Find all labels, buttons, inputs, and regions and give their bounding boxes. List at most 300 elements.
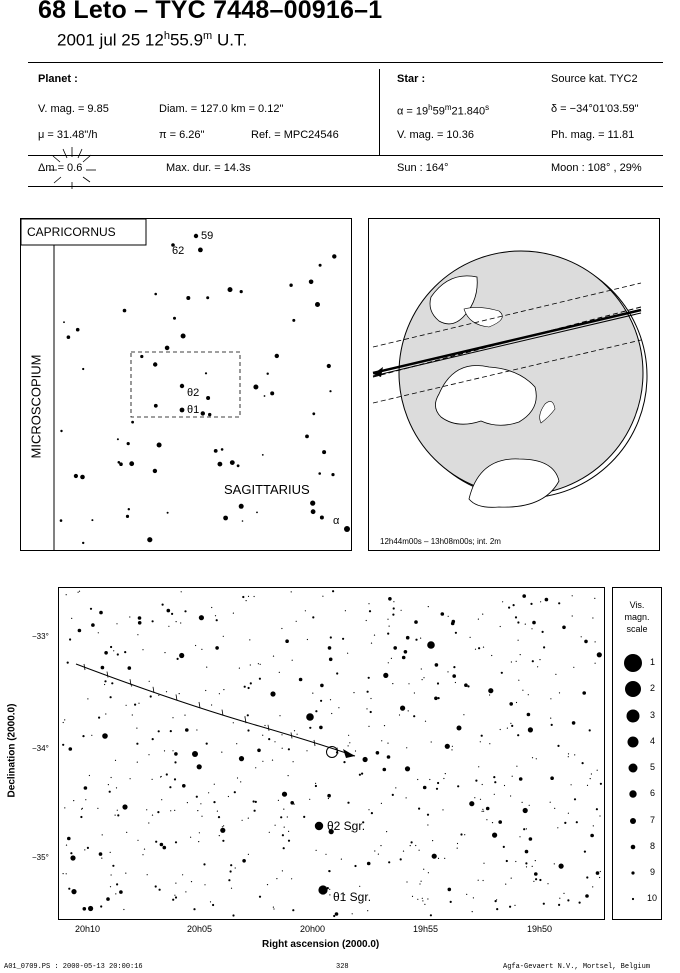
chart-star — [529, 837, 533, 841]
chart-star — [600, 783, 602, 785]
chart-star — [217, 811, 218, 812]
chart-star — [84, 849, 85, 850]
chart-star — [258, 663, 259, 664]
chart-star — [371, 643, 372, 644]
chart-star — [584, 640, 588, 644]
chart-star — [370, 711, 372, 713]
chart-star — [515, 616, 517, 618]
chart-star — [550, 802, 551, 803]
chart-star — [447, 671, 448, 672]
chart-star — [425, 721, 426, 722]
chart-star — [574, 754, 575, 755]
dec-tick-35: −35° — [32, 853, 49, 862]
chart-star — [464, 834, 465, 835]
chart-star — [519, 836, 520, 837]
chart-star — [422, 679, 423, 680]
chart-star — [115, 760, 116, 761]
chart-star — [389, 626, 390, 627]
globe-canvas — [369, 219, 659, 550]
chart-star — [368, 677, 370, 679]
chart-star — [564, 822, 566, 824]
chart-star — [551, 724, 553, 726]
finder-star — [126, 515, 129, 518]
chart-star — [489, 743, 490, 744]
chart-star — [242, 859, 246, 863]
chart-star — [242, 820, 243, 821]
chart-star — [589, 729, 591, 731]
chart-star — [172, 717, 173, 718]
chart-star — [543, 903, 545, 905]
chart-star — [210, 901, 211, 902]
star-source: Source kat. TYC2 — [551, 73, 638, 85]
chart-star — [71, 618, 72, 619]
chart-star — [110, 886, 111, 887]
scale-value-4: 4 — [650, 736, 656, 746]
finder-star — [154, 404, 158, 408]
chart-star — [161, 799, 162, 800]
chart-star — [182, 784, 186, 788]
chart-star — [320, 700, 322, 702]
chart-star — [513, 604, 515, 606]
chart-star — [148, 754, 149, 755]
scale-title-scale: scale — [626, 624, 648, 634]
chart-star — [579, 902, 581, 904]
chart-star — [376, 751, 380, 755]
chart-star — [232, 914, 234, 916]
track-time-tick — [268, 725, 269, 731]
chart-star — [162, 604, 164, 606]
finder-star — [131, 421, 134, 424]
finder-star — [322, 450, 326, 454]
chart-star — [393, 601, 394, 602]
chart-star — [159, 889, 161, 891]
chart-star — [378, 854, 379, 855]
chart-star — [421, 881, 422, 882]
chart-star — [387, 619, 388, 620]
chart-star — [527, 713, 531, 717]
chart-star — [172, 750, 173, 751]
chart-star — [417, 899, 418, 900]
chart-star — [523, 828, 525, 830]
chart-star — [478, 766, 479, 767]
chart-star — [590, 834, 594, 838]
chart-star — [406, 636, 410, 640]
chart-star — [535, 878, 537, 880]
chart-star — [336, 672, 338, 674]
chart-star — [568, 756, 569, 757]
finder-star — [214, 449, 218, 453]
chart-star — [422, 900, 423, 901]
chart-star — [335, 912, 339, 916]
chart-star — [262, 735, 263, 736]
finder-label-capricornus: CAPRICORNUS — [27, 225, 116, 239]
chart-star — [366, 620, 367, 621]
chart-star — [576, 821, 578, 823]
chart-bright-star — [102, 733, 108, 739]
header-rule-middle — [28, 155, 663, 156]
chart-star — [525, 624, 526, 625]
chart-star — [435, 663, 439, 667]
chart-star — [136, 743, 138, 745]
chart-star — [126, 705, 127, 706]
chart-star — [481, 735, 483, 737]
chart-star — [442, 809, 443, 810]
chart-star — [338, 707, 339, 708]
chart-star — [571, 784, 572, 785]
chart-star — [255, 767, 256, 768]
chart-star — [525, 850, 529, 854]
chart-star — [199, 615, 204, 620]
chart-star — [510, 795, 511, 796]
chart-star — [160, 843, 164, 847]
chart-star — [63, 873, 64, 874]
chart-star — [413, 715, 415, 717]
chart-star — [291, 591, 292, 592]
chart-star — [557, 827, 558, 828]
chart-star — [236, 743, 237, 744]
finder-star — [82, 542, 84, 544]
chart-star — [400, 858, 402, 860]
chart-star — [586, 876, 588, 878]
chart-star — [111, 777, 112, 778]
chart-star — [221, 752, 222, 753]
chart-star — [223, 825, 224, 826]
chart-star — [452, 674, 456, 678]
chart-star — [391, 658, 392, 659]
chart-star — [596, 808, 598, 810]
chart-star — [520, 654, 521, 655]
chart-star — [363, 757, 368, 762]
scale-value-5: 5 — [650, 762, 656, 772]
chart-star — [581, 636, 582, 637]
chart-star — [431, 741, 432, 742]
chart-star — [182, 874, 183, 875]
chart-star — [492, 833, 497, 838]
chart-star — [174, 895, 175, 896]
chart-star — [320, 684, 324, 688]
chart-star — [437, 782, 439, 784]
magnitude-scale — [612, 587, 662, 920]
track-time-tick — [107, 672, 108, 678]
track-time-tick — [84, 664, 85, 670]
star-chart-canvas — [59, 588, 604, 919]
chart-star — [423, 869, 424, 870]
chart-star — [478, 619, 479, 620]
chart-star — [489, 694, 490, 695]
finder-star — [262, 454, 264, 456]
chart-star — [597, 770, 598, 771]
chart-star — [469, 801, 474, 806]
chart-star — [219, 835, 220, 836]
chart-star — [512, 776, 513, 777]
chart-star — [550, 698, 551, 699]
page-title: 68 Leto – TYC 7448–00916–1 — [38, 0, 383, 24]
finder-star — [206, 296, 209, 299]
chart-star — [91, 623, 95, 627]
chart-star — [231, 888, 232, 889]
chart-star — [411, 841, 413, 843]
chart-star — [374, 635, 375, 636]
chart-star — [505, 884, 506, 885]
dec-tick-33: −33° — [32, 632, 49, 641]
globe-caption: 12h44m00s – 13h08m00s; int. 2m — [380, 537, 501, 546]
chart-star — [585, 894, 589, 898]
star-right-ascension: $\alpha = 19^h59^m21.840^s$ — [397, 103, 490, 118]
chart-star — [348, 745, 349, 746]
scale-value-9: 9 — [650, 867, 656, 877]
ra-tick-20h00: 20h00 — [300, 924, 326, 934]
chart-star — [196, 796, 198, 798]
finder-star — [154, 293, 157, 296]
finder-star — [82, 368, 84, 370]
chart-star — [255, 801, 257, 803]
chart-star — [480, 741, 481, 742]
finder-star — [242, 520, 244, 522]
chart-star — [381, 803, 382, 804]
chart-star — [554, 808, 555, 809]
finder-named-star — [194, 234, 198, 238]
chart-star — [331, 713, 332, 714]
chart-star — [452, 746, 453, 747]
chart-star — [368, 726, 369, 727]
chart-star — [215, 646, 219, 650]
chart-star — [158, 695, 159, 696]
chart-star — [283, 847, 285, 849]
chart-star — [233, 613, 234, 614]
chart-star — [283, 809, 284, 810]
finder-star — [305, 435, 309, 439]
finder-star — [256, 512, 258, 514]
chart-star — [443, 778, 444, 779]
chart-star — [388, 662, 389, 663]
chart-star — [138, 621, 142, 625]
chart-star — [572, 721, 576, 725]
chart-star — [532, 866, 533, 867]
footer-file: A01_0709.PS : 2000-05-13 20:00:16 — [4, 963, 143, 971]
finder-label-microscopium: MICROSCOPIUM — [28, 354, 44, 459]
chart-label-theta2-sgr: θ2 Sgr. — [327, 819, 366, 833]
chart-star — [179, 653, 184, 658]
chart-star — [537, 666, 538, 667]
chart-star — [582, 762, 584, 764]
chart-star — [242, 596, 244, 598]
finder-label-theta2: θ2 — [187, 387, 200, 399]
chart-star — [419, 883, 420, 884]
star-heading: Star : — [397, 73, 426, 85]
chart-star — [482, 614, 483, 615]
finder-star — [228, 287, 233, 292]
chart-star — [279, 672, 280, 673]
chart-star — [518, 640, 519, 641]
finder-star — [128, 508, 130, 510]
chart-star — [250, 682, 252, 684]
chart-star — [66, 873, 67, 874]
chart-star — [281, 734, 282, 735]
planet-parallax: π = 6.26" — [159, 129, 205, 141]
chart-star — [274, 741, 275, 742]
chart-star — [129, 616, 130, 617]
finder-star — [318, 472, 321, 475]
chart-star — [483, 863, 484, 864]
chart-star — [181, 591, 182, 592]
chart-star — [223, 636, 224, 637]
chart-star — [219, 693, 220, 694]
chart-star — [432, 840, 433, 841]
chart-star — [257, 749, 261, 753]
chart-star — [516, 766, 517, 767]
chart-star — [171, 613, 173, 615]
chart-star — [315, 785, 317, 787]
chart-star — [273, 907, 274, 908]
chart-star — [540, 601, 541, 602]
y-axis-label: Declination (2000.0) — [6, 703, 18, 798]
chart-star — [101, 858, 102, 859]
chart-star — [482, 811, 483, 812]
chart-star — [138, 616, 142, 620]
finder-label-59: 59 — [201, 230, 214, 242]
scale-value-10: 10 — [647, 893, 658, 903]
chart-star — [176, 621, 177, 622]
chart-star — [573, 667, 574, 668]
chart-star — [204, 884, 205, 885]
chart-star — [510, 723, 511, 724]
finder-star — [292, 319, 295, 322]
chart-star — [170, 730, 172, 732]
chart-star — [525, 862, 527, 864]
chart-star — [281, 628, 282, 629]
chart-star — [137, 762, 138, 763]
chart-star — [71, 889, 76, 894]
chart-star — [123, 909, 124, 910]
chart-star — [259, 678, 261, 680]
chart-star — [104, 680, 106, 682]
chart-star — [287, 816, 288, 817]
chart-star — [222, 840, 224, 842]
footer-publisher: Agfa-Gevaert N.V., Mortsel, Belgium — [503, 963, 651, 971]
chart-star — [206, 743, 208, 745]
chart-star — [500, 729, 501, 730]
chart-star — [276, 878, 277, 879]
chart-star — [322, 596, 323, 597]
finder-star — [315, 302, 320, 307]
chart-star — [150, 695, 152, 697]
chart-star — [427, 898, 428, 899]
chart-star — [347, 802, 349, 804]
chart-star — [97, 808, 98, 809]
chart-star — [110, 696, 112, 698]
chart-star — [457, 785, 459, 787]
chart-star — [87, 698, 88, 699]
chart-star — [353, 692, 354, 693]
chart-star — [428, 606, 429, 607]
finder-star — [289, 284, 292, 287]
chart-star — [319, 726, 323, 730]
chart-star — [600, 871, 601, 872]
chart-star — [393, 607, 395, 609]
finder-star — [165, 346, 170, 351]
finder-star — [117, 438, 119, 440]
chart-star — [387, 633, 389, 635]
finder-star — [201, 411, 205, 415]
chart-star — [142, 854, 143, 855]
chart-star — [460, 833, 462, 835]
chart-star — [167, 609, 171, 613]
scale-value-2: 2 — [650, 683, 656, 693]
ra-tick-20h10: 20h10 — [75, 924, 101, 934]
chart-star — [307, 639, 308, 640]
chart-star — [208, 792, 209, 793]
chart-star — [568, 813, 569, 814]
chart-star — [253, 800, 255, 802]
chart-star — [532, 660, 534, 662]
chart-star — [117, 653, 119, 655]
chart-star — [288, 831, 289, 832]
chart-star — [532, 621, 536, 625]
finder-star — [123, 309, 127, 313]
chart-star — [558, 602, 560, 604]
chart-star — [387, 755, 391, 759]
chart-star — [428, 872, 429, 873]
chart-star — [116, 623, 117, 624]
finder-star — [63, 321, 65, 323]
chart-star — [305, 610, 306, 611]
finder-star — [80, 475, 85, 480]
chart-star — [547, 883, 548, 884]
chart-star — [222, 826, 223, 827]
chart-star — [137, 634, 138, 635]
moon-elongation: Moon : 108° , 29% — [551, 162, 642, 174]
chart-star — [269, 832, 270, 833]
chart-star — [293, 761, 294, 762]
chart-star — [393, 646, 397, 650]
chart-star — [246, 600, 247, 601]
chart-star — [509, 702, 513, 706]
chart-star — [496, 899, 497, 900]
chart-star — [67, 662, 69, 664]
chart-star — [483, 880, 484, 881]
chart-star — [117, 810, 118, 811]
chart-star — [152, 779, 153, 780]
chart-star — [550, 718, 551, 719]
chart-star — [595, 663, 596, 664]
chart-star — [420, 638, 421, 639]
chart-star — [175, 883, 176, 884]
chart-star — [486, 819, 487, 820]
finder-star — [127, 442, 130, 445]
chart-star — [595, 641, 596, 642]
finder-star — [181, 334, 186, 339]
chart-star — [185, 891, 186, 892]
chart-star — [174, 778, 176, 780]
chart-star — [110, 852, 111, 853]
scale-value-1: 1 — [650, 657, 656, 667]
chart-star — [223, 689, 224, 690]
chart-star — [152, 738, 154, 740]
finder-star — [311, 509, 316, 514]
chart-star — [412, 896, 413, 897]
chart-star — [488, 688, 493, 693]
chart-star — [545, 598, 549, 602]
delta-mag: Δm = 0.6 — [38, 162, 83, 174]
chart-star — [345, 610, 346, 611]
chart-star — [273, 908, 274, 909]
chart-star — [516, 661, 517, 662]
chart-star — [408, 710, 409, 711]
chart-star — [248, 818, 249, 819]
chart-star — [99, 852, 103, 856]
chart-star — [370, 698, 371, 699]
chart-star — [213, 801, 215, 803]
